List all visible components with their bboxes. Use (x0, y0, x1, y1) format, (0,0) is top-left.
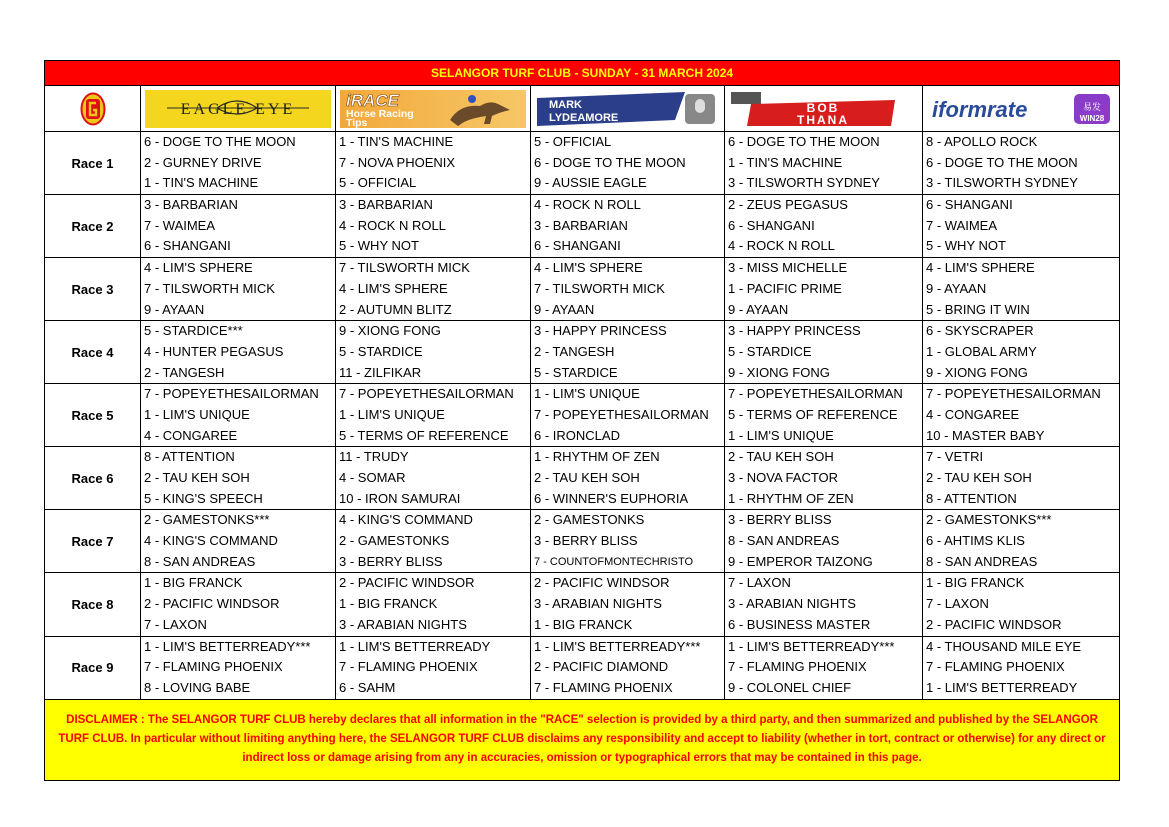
tipster-picks-cell (531, 447, 725, 510)
horse-pick: 2 - GAMESTONKS*** (926, 512, 1052, 528)
irace-wordmark (340, 90, 526, 128)
tipster-picks-cell (336, 447, 531, 510)
tipster-picks-cell (725, 636, 923, 699)
tipster-picks-cell (531, 321, 725, 384)
horse-pick: 9 - AYAAN (144, 301, 205, 317)
horse-pick: 5 - STARDICE (728, 343, 812, 359)
horse-pick: 7 - FLAMING PHOENIX (728, 659, 867, 675)
eagle-eye-logo (145, 90, 331, 128)
horse-pick: 2 - PACIFIC WINDSOR (534, 575, 670, 591)
race-row (45, 573, 1120, 636)
irace-logo (340, 90, 526, 128)
horse-pick: 7 - TILSWORTH MICK (534, 280, 665, 296)
tipster-picks-cell (531, 195, 725, 258)
horse-pick: 5 - TERMS OF REFERENCE (339, 427, 509, 443)
race-row (45, 258, 1120, 321)
disclaimer-text: DISCLAIMER : The SELANGOR TURF CLUB hereby declares that all information in the "RACE" selection is provided by a third party, and then summarized and published by the SELANGOR TURF CLUB. In particular without limiting anything here, the SELANGOR TURF CLUB disclaims any responsibility and accept to liability (whether in tort, contract or otherwise) for any direct or indirect loss or damage arising from any in accuracies, omission or typographical errors that may be contained in this page. (45, 699, 1120, 780)
horse-pick: 1 - LIM'S BETTERREADY*** (144, 638, 311, 654)
tipster-picks-cell (923, 258, 1120, 321)
svg-text:WIN28: WIN28 (1079, 113, 1105, 123)
race-label: Race 2 (45, 195, 141, 258)
horse-pick: 7 - TILSWORTH MICK (339, 260, 470, 276)
tipster-picks-cell (923, 195, 1120, 258)
horse-pick: 3 - BERRY BLISS (339, 553, 443, 569)
title-row (45, 61, 1120, 86)
horse-pick: 2 - ZEUS PEGASUS (728, 197, 848, 213)
horse-pick: 5 - WHY NOT (339, 238, 419, 254)
race-label: Race 9 (45, 636, 141, 699)
horse-pick: 8 - ATTENTION (926, 490, 1017, 506)
svg-text:BOB: BOB (806, 100, 839, 115)
horse-pick: 4 - HUNTER PEGASUS (144, 343, 284, 359)
horse-pick: 1 - TIN'S MACHINE (144, 175, 259, 191)
tipster-picks-cell (923, 573, 1120, 636)
bob-thana-logo-cell (725, 86, 923, 132)
horse-pick: 8 - LOVING BABE (144, 679, 251, 695)
horse-pick: 8 - SAN ANDREAS (728, 533, 840, 549)
horse-pick: 7 - LAXON (728, 575, 791, 591)
horse-pick: 7 - FLAMING PHOENIX (926, 659, 1065, 675)
tipster-picks-cell (725, 321, 923, 384)
horse-pick: 5 - TERMS OF REFERENCE (728, 406, 898, 422)
club-logo-cell (45, 86, 141, 132)
horse-pick: 3 - HAPPY PRINCESS (728, 323, 861, 339)
race-label: Race 5 (45, 384, 141, 447)
horse-pick: 7 - POPEYETHESAILORMAN (926, 386, 1101, 402)
horse-pick: 3 - ARABIAN NIGHTS (728, 596, 856, 612)
horse-pick: 6 - SHANGANI (728, 217, 815, 233)
tipster-picks-cell (531, 132, 725, 195)
tipster-picks-cell (141, 132, 336, 195)
horse-pick: 7 - FLAMING PHOENIX (339, 659, 478, 675)
tipster-picks-cell (725, 258, 923, 321)
horse-pick: 7 - LAXON (926, 596, 989, 612)
horse-pick: 1 - LIM'S BETTERREADY*** (728, 638, 895, 654)
race-row (45, 384, 1120, 447)
horse-pick: 1 - BIG FRANCK (144, 575, 243, 591)
tipster-picks-cell (923, 132, 1120, 195)
horse-pick: 2 - AUTUMN BLITZ (339, 301, 452, 317)
horse-pick: 9 - AYAAN (728, 301, 789, 317)
horse-pick: 2 - GAMESTONKS*** (144, 512, 270, 528)
horse-pick: 3 - BARBARIAN (534, 217, 628, 233)
horse-pick: 6 - DOGE TO THE MOON (728, 134, 880, 149)
horse-pick: 1 - TIN'S MACHINE (339, 134, 454, 149)
svg-text:Tips: Tips (346, 116, 368, 128)
horse-pick: 6 - SKYSCRAPER (926, 323, 1034, 339)
horse-pick: 4 - SOMAR (339, 470, 406, 485)
horse-pick: 5 - OFFICIAL (339, 175, 417, 191)
horse-pick: 2 - GAMESTONKS (534, 512, 645, 528)
tipster-picks-cell (531, 384, 725, 447)
horse-pick: 5 - BRING IT WIN (926, 301, 1030, 317)
svg-text:易发: 易发 (1083, 102, 1102, 113)
tipster-picks-cell (141, 573, 336, 636)
horse-pick: 2 - PACIFIC WINDSOR (339, 575, 475, 591)
horse-pick: 2 - TANGESH (534, 343, 615, 359)
horse-silhouette-icon (450, 102, 510, 126)
horse-pick: 1 - BIG FRANCK (534, 616, 633, 632)
tipster-picks-cell (141, 384, 336, 447)
iformrate-logo-cell (923, 86, 1120, 132)
horse-pick: 4 - LIM'S SPHERE (144, 260, 253, 276)
tips-sheet (44, 60, 1120, 781)
tipster-picks-cell (336, 132, 531, 195)
horse-pick: 6 - SHANGANI (144, 238, 231, 254)
horse-pick: 7 - POPEYETHESAILORMAN (534, 406, 709, 422)
horse-pick: 1 - LIM'S BETTERREADY*** (534, 638, 701, 654)
horse-pick: 8 - SAN ANDREAS (926, 553, 1038, 569)
race-row (45, 132, 1120, 195)
horse-pick: 6 - IRONCLAD (534, 427, 620, 443)
horse-pick: 2 - TAU KEH SOH (534, 470, 640, 485)
horse-pick: 4 - CONGAREE (144, 427, 238, 443)
tipster-picks-cell (923, 384, 1120, 447)
horse-pick: 4 - ROCK N ROLL (534, 197, 641, 213)
horse-pick: 7 - WAIMEA (926, 217, 998, 233)
horse-pick: 3 - MISS MICHELLE (728, 260, 848, 276)
horse-pick: 7 - WAIMEA (144, 217, 216, 233)
horse-pick: 3 - ARABIAN NIGHTS (339, 616, 467, 632)
horse-pick: 11 - TRUDY (339, 449, 409, 465)
horse-pick: 1 - LIM'S UNIQUE (534, 386, 640, 402)
horse-pick: 1 - LIM'S UNIQUE (144, 406, 250, 422)
horse-pick: 5 - WHY NOT (926, 238, 1006, 254)
tipster-picks-cell (141, 321, 336, 384)
horse-pick: 3 - ARABIAN NIGHTS (534, 596, 662, 612)
racing-horse-icon (731, 92, 761, 104)
horse-pick: 7 - FLAMING PHOENIX (534, 679, 673, 695)
horse-pick: 3 - BERRY BLISS (728, 512, 832, 528)
horse-pick: 2 - GAMESTONKS (339, 533, 450, 549)
tipster-picks-cell (531, 636, 725, 699)
race-label: Race 1 (45, 132, 141, 195)
horse-pick: 5 - STARDICE (534, 364, 618, 380)
mark-lydeamore-logo-cell (531, 86, 725, 132)
race-row (45, 321, 1120, 384)
bob-thana-wordmark (731, 90, 917, 128)
horse-pick: 1 - LIM'S UNIQUE (728, 427, 834, 443)
horse-pick: 7 - VETRI (926, 449, 984, 465)
horse-pick: 6 - DOGE TO THE MOON (534, 154, 686, 170)
race-label: Race 6 (45, 447, 141, 510)
horse-pick: 7 - POPEYETHESAILORMAN (144, 386, 319, 402)
tipster-picks-cell (531, 573, 725, 636)
horse-pick: 3 - BARBARIAN (339, 197, 433, 213)
tipster-picks-cell (923, 321, 1120, 384)
horse-pick: 7 - TILSWORTH MICK (144, 280, 275, 296)
horse-pick: 4 - KING'S COMMAND (339, 512, 473, 528)
horse-pick: 3 - BERRY BLISS (534, 533, 638, 549)
horse-pick: 7 - POPEYETHESAILORMAN (339, 386, 514, 402)
horse-pick: 10 - IRON SAMURAI (339, 490, 461, 506)
horse-pick: 9 - COLONEL CHIEF (728, 679, 852, 695)
horse-pick: 8 - APOLLO ROCK (926, 134, 1038, 149)
race-label: Race 8 (45, 573, 141, 636)
horse-pick: 1 - GLOBAL ARMY (926, 343, 1037, 359)
svg-text:THANA: THANA (796, 112, 849, 127)
horse-pick: 5 - STARDICE (339, 343, 423, 359)
horse-pick: 7 - LAXON (144, 616, 207, 632)
tipster-picks-cell (725, 195, 923, 258)
horse-pick: 7 - FLAMING PHOENIX (144, 659, 283, 675)
horse-pick: 6 - SAHM (339, 679, 396, 695)
horse-pick: 1 - LIM'S BETTERREADY (339, 638, 491, 654)
horse-pick: 2 - PACIFIC WINDSOR (926, 616, 1062, 632)
tipster-picks-cell (141, 258, 336, 321)
mark-lydeamore-wordmark (535, 90, 721, 128)
svg-text:MARK: MARK (548, 98, 582, 111)
horse-pick: 3 - TILSWORTH SYDNEY (926, 175, 1078, 191)
horse-pick: 9 - AUSSIE EAGLE (534, 175, 647, 191)
horse-pick: 3 - TILSWORTH SYDNEY (728, 175, 880, 191)
horse-pick: 5 - KING'S SPEECH (144, 490, 263, 506)
tipster-picks-cell (336, 384, 531, 447)
horse-pick: 2 - PACIFIC DIAMOND (534, 659, 669, 675)
tipster-picks-cell (336, 510, 531, 573)
horse-pick: 6 - WINNER'S EUPHORIA (534, 490, 689, 506)
tipster-picks-cell (531, 258, 725, 321)
horse-pick: 7 - POPEYETHESAILORMAN (728, 386, 903, 402)
race-row (45, 510, 1120, 573)
horse-pick: 4 - THOUSAND MILE EYE (926, 638, 1082, 654)
tipster-picks-cell (725, 132, 923, 195)
horse-pick: 8 - SAN ANDREAS (144, 553, 256, 569)
horse-pick: 6 - AHTIMS KLIS (926, 533, 1025, 549)
tipster-picks-cell (141, 510, 336, 573)
race-label: Race 3 (45, 258, 141, 321)
horse-pick: 5 - OFFICIAL (534, 134, 612, 149)
horse-pick: 3 - BARBARIAN (144, 197, 238, 213)
tipster-picks-cell (725, 510, 923, 573)
page-title: SELANGOR TURF CLUB - SUNDAY - 31 MARCH 2024 (45, 61, 1120, 86)
horse-pick: 9 - XIONG FONG (926, 364, 1028, 380)
race-label: Race 4 (45, 321, 141, 384)
tipster-picks-cell (336, 195, 531, 258)
iformrate-logo (928, 90, 1114, 128)
iformrate-wordmark (928, 90, 1114, 128)
horse-pick: 9 - XIONG FONG (728, 364, 830, 380)
horse-pick: 1 - BIG FRANCK (339, 596, 438, 612)
disclaimer-row (45, 699, 1120, 780)
horse-pick: 2 - GURNEY DRIVE (144, 154, 262, 170)
horse-pick: 1 - TIN'S MACHINE (728, 154, 843, 170)
horse-pick: 7 - NOVA PHOENIX (339, 154, 456, 170)
svg-text:EAGLE EYE: EAGLE EYE (180, 100, 296, 118)
horse-pick: 2 - TAU KEH SOH (728, 449, 834, 465)
horse-pick: 9 - XIONG FONG (339, 323, 441, 339)
horse-pick: 1 - PACIFIC PRIME (728, 280, 842, 296)
stc-crest-icon (80, 92, 106, 126)
irace-logo-cell (336, 86, 531, 132)
horse-pick: 9 - AYAAN (534, 301, 595, 317)
tipster-picks-cell (141, 447, 336, 510)
horse-pick: 10 - MASTER BABY (926, 427, 1045, 443)
eagle-eye-wordmark (145, 90, 331, 128)
tipster-picks-cell (336, 573, 531, 636)
race-label: Race 7 (45, 510, 141, 573)
logo-row (45, 86, 1120, 132)
horse-pick: 3 - NOVA FACTOR (728, 470, 839, 485)
tipster-picks-cell (336, 258, 531, 321)
tipster-picks-cell (531, 510, 725, 573)
eagle-eye-logo-cell (141, 86, 336, 132)
horse-pick: 4 - CONGAREE (926, 406, 1020, 422)
tipster-picks-cell (725, 573, 923, 636)
horse-pick: 7 - COUNTOFMONTECHRISTO (534, 555, 694, 568)
svg-text:Horse Racing: Horse Racing (346, 107, 414, 120)
tipster-picks-cell (141, 636, 336, 699)
horse-pick: 1 - LIM'S UNIQUE (339, 406, 445, 422)
horse-pick: 6 - BUSINESS MASTER (728, 616, 871, 632)
horse-pick: 3 - HAPPY PRINCESS (534, 323, 667, 339)
horse-pick: 4 - LIM'S SPHERE (534, 260, 643, 276)
mark-lydeamore-logo (535, 90, 721, 128)
horse-pick: 1 - BIG FRANCK (926, 575, 1025, 591)
horse-pick: 1 - LIM'S BETTERREADY (926, 679, 1078, 695)
horse-pick: 4 - ROCK N ROLL (339, 217, 446, 233)
svg-text:iRACE: iRACE (346, 90, 399, 110)
tipster-picks-cell (725, 447, 923, 510)
horse-pick: 1 - RHYTHM OF ZEN (534, 449, 660, 465)
horse-pick: 6 - DOGE TO THE MOON (144, 134, 296, 149)
horse-pick: 9 - EMPEROR TAIZONG (728, 553, 873, 569)
race-row (45, 636, 1120, 699)
horse-pick: 2 - TAU KEH SOH (926, 470, 1032, 485)
svg-text:LYDEAMORE: LYDEAMORE (548, 111, 618, 124)
tipster-picks-cell (336, 636, 531, 699)
horse-pick: 2 - TAU KEH SOH (144, 470, 250, 485)
horse-pick: 4 - ROCK N ROLL (728, 238, 835, 254)
horse-pick: 1 - RHYTHM OF ZEN (728, 490, 854, 506)
bob-thana-logo (731, 90, 917, 128)
race-row (45, 195, 1120, 258)
tipster-picks-cell (923, 510, 1120, 573)
svg-text:iformrate: iformrate (932, 96, 1028, 122)
horse-pick: 6 - SHANGANI (926, 197, 1013, 213)
horse-pick: 4 - LIM'S SPHERE (339, 280, 448, 296)
tipster-picks-cell (141, 195, 336, 258)
horse-pick: 2 - TANGESH (144, 364, 225, 380)
horse-pick: 6 - SHANGANI (534, 238, 621, 254)
race-row (45, 447, 1120, 510)
horse-pick: 11 - ZILFIKAR (339, 364, 422, 380)
horse-pick: 4 - LIM'S SPHERE (926, 260, 1035, 276)
tipster-picks-cell (725, 384, 923, 447)
tipster-picks-cell (336, 321, 531, 384)
horse-pick: 8 - ATTENTION (144, 449, 235, 465)
horse-pick: 4 - KING'S COMMAND (144, 533, 278, 549)
tipster-picks-cell (923, 447, 1120, 510)
horse-pick: 5 - STARDICE*** (144, 323, 243, 339)
horse-pick: 9 - AYAAN (926, 280, 987, 296)
horse-pick: 6 - DOGE TO THE MOON (926, 154, 1078, 170)
horse-pick: 2 - PACIFIC WINDSOR (144, 596, 280, 612)
jockey-icon (468, 95, 476, 103)
tipster-picks-cell (923, 636, 1120, 699)
